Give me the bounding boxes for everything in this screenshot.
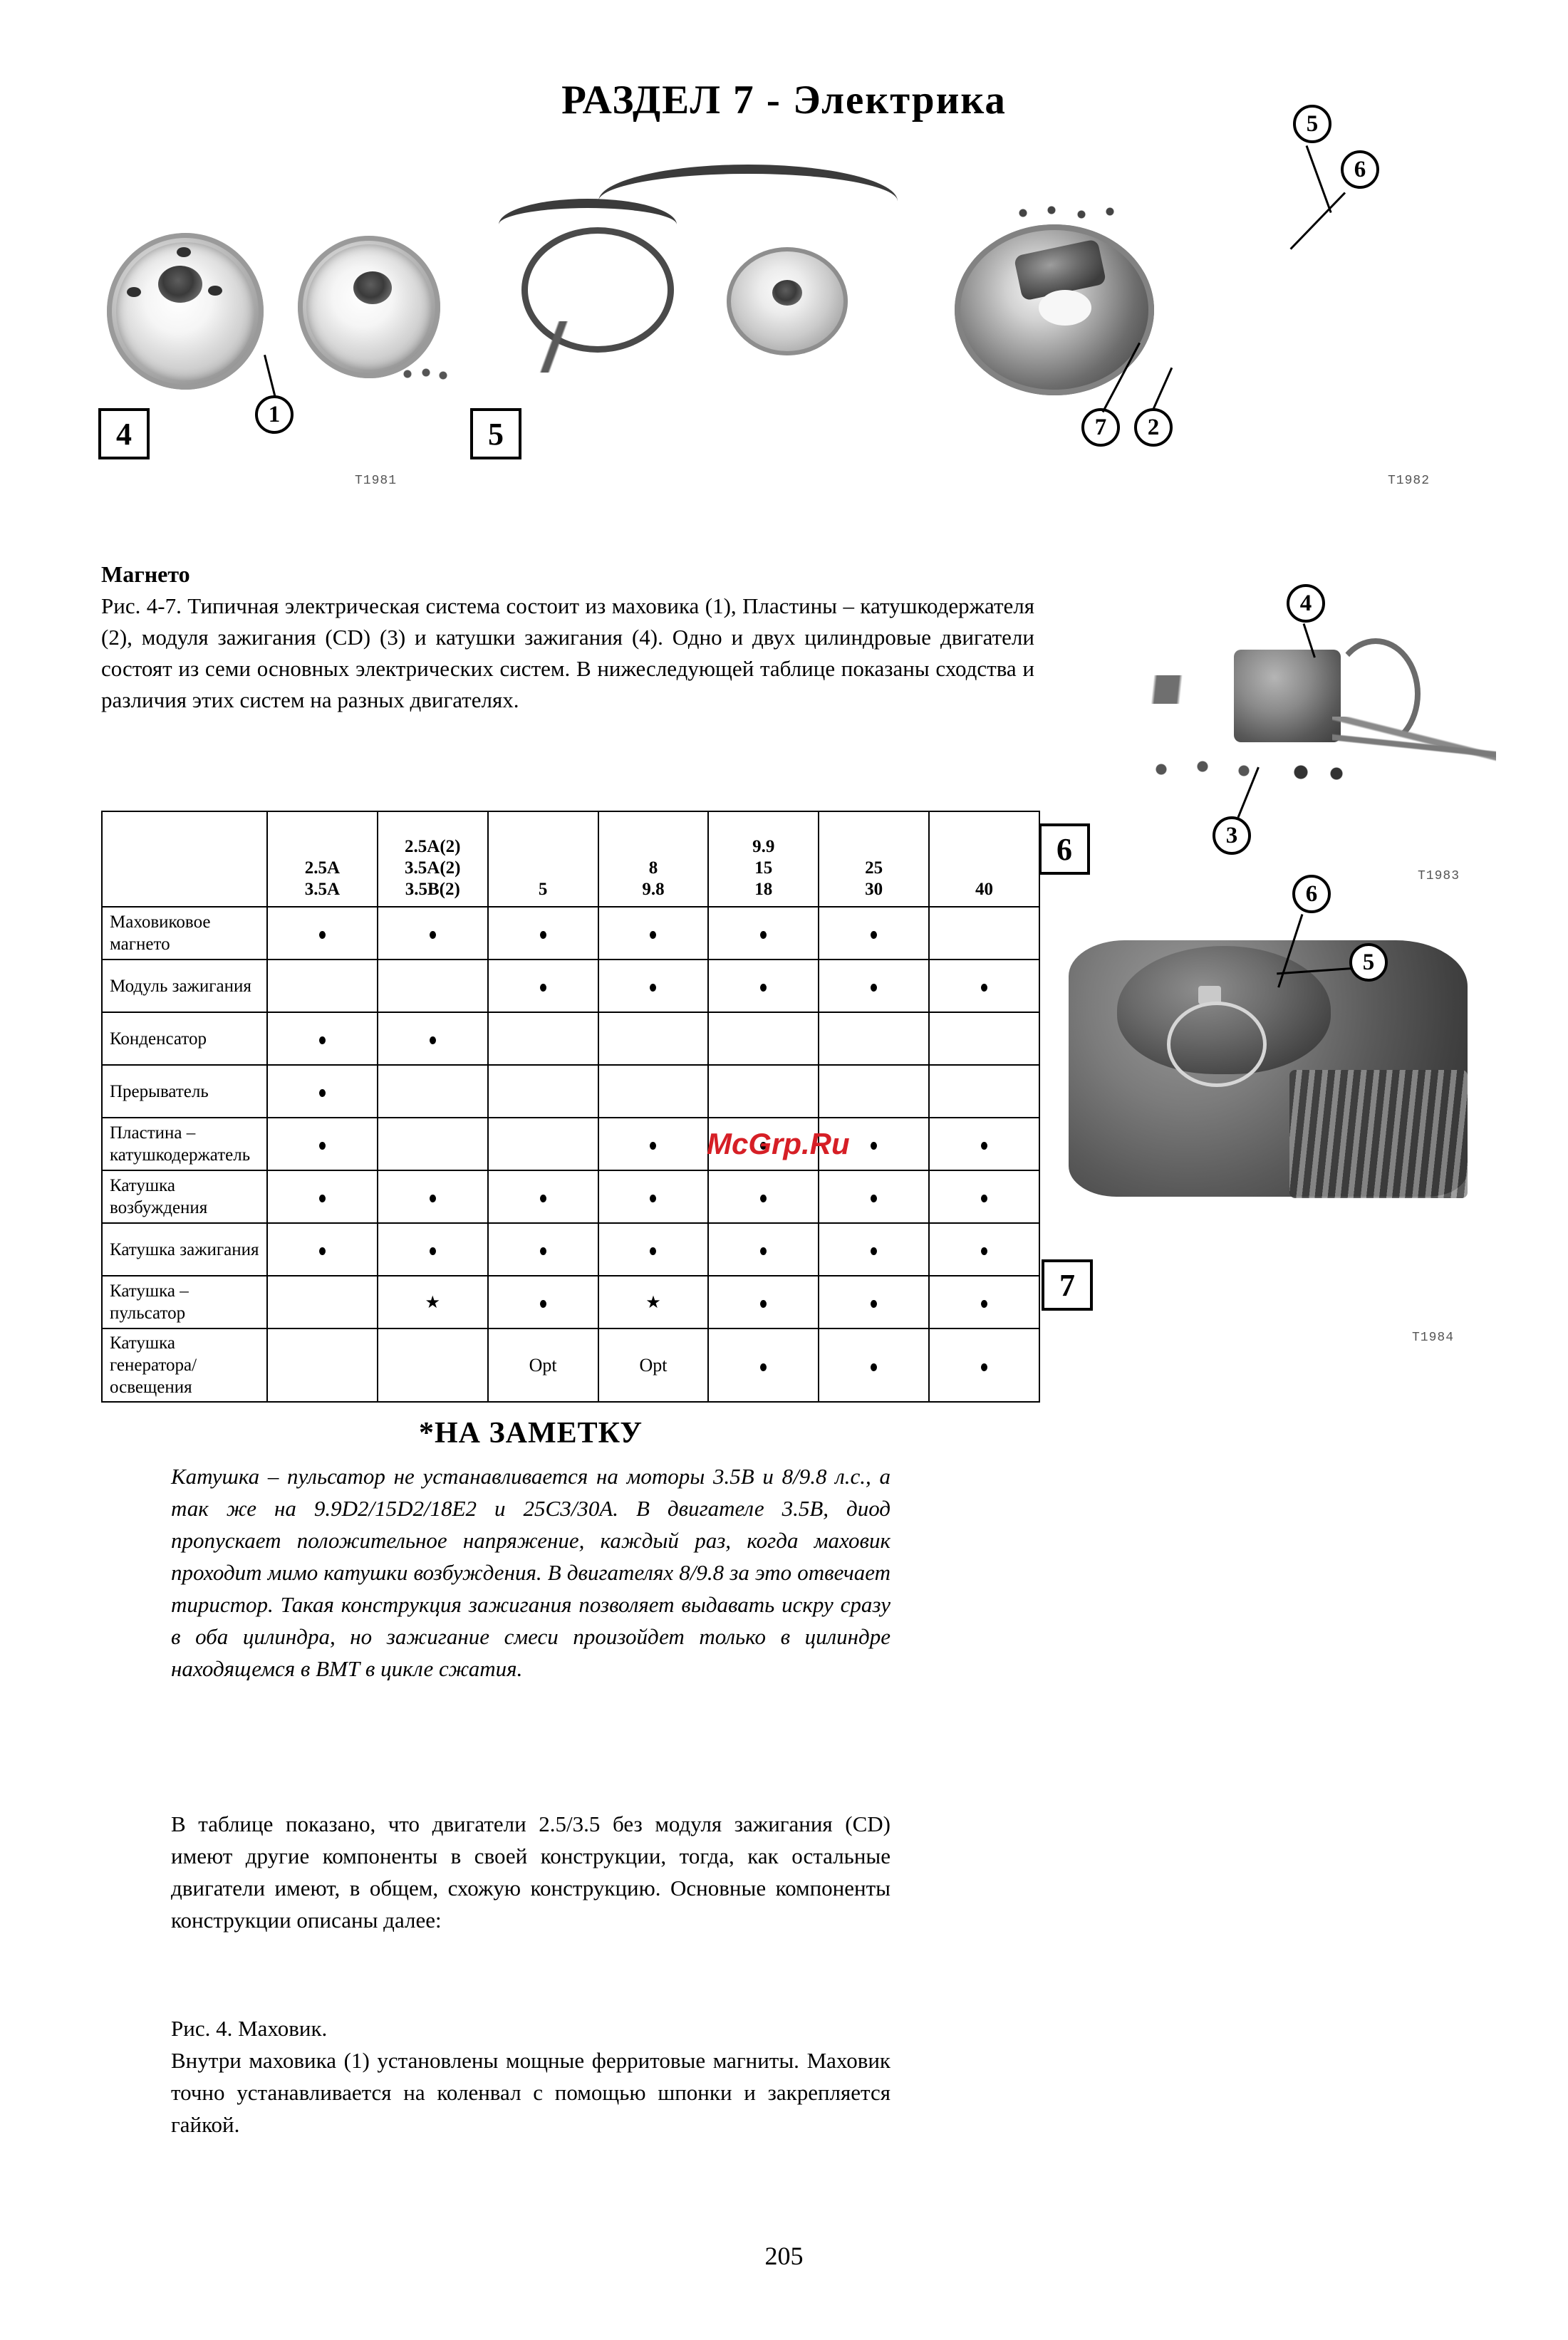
table-cell — [488, 907, 598, 960]
engine-starter-cup — [1167, 1002, 1267, 1087]
col-head-line: 5 — [538, 880, 548, 899]
table-row — [102, 960, 1039, 1012]
table-cell — [378, 1170, 488, 1223]
col-head-line: 9.8 — [642, 880, 665, 899]
ignition-coil-photo — [1234, 650, 1341, 742]
table-cell — [488, 1170, 598, 1223]
harness-tail — [510, 321, 596, 373]
tail-paragraph-2: Внутри маховика (1) установлены мощные ферритовые магниты. Маховик точно устанавливается на коленвал с помощью шпонки и закрепляется гайкой. — [171, 2048, 891, 2137]
table-col-head-6 — [929, 811, 1039, 907]
bullet-dot-icon — [981, 1300, 987, 1308]
figure-code-t1984: T1984 — [1412, 1331, 1455, 1345]
table-cell — [929, 1328, 1039, 1402]
bullet-dot-icon — [540, 931, 546, 939]
coil-mount-bracket — [1090, 675, 1247, 704]
table-row-label: Пластина – катушкодержатель — [102, 1118, 267, 1170]
flywheel-underside-hub — [353, 271, 392, 304]
table-col-head-4 — [708, 811, 819, 907]
table-cell — [929, 1065, 1039, 1118]
bullet-dot-icon — [650, 984, 656, 992]
engine-cowl-ribs — [1289, 1070, 1468, 1198]
note-paragraph: Катушка – пульсатор не устанавливается на моторы 3.5B и 8/9.8 л.с., а так же на 9.9D2/15D2/18E2 и 25C3/30А. В двигателе 3.5B, диод пропускает положительное напряжение, каждый раз, когда маховик проходит мимо катушки возбуждения. В двигателях 8/9.8 за это отвечает тиристор. Такая конструкция зажигания позволяет выдавать искру сразу в оба цилиндра, но зажигание смеси произойдет только в цилиндре находящемся в ВМТ в цикле сжатия. — [171, 1464, 891, 1681]
callout-1: 1 — [255, 395, 294, 434]
bullet-dot-icon — [319, 1089, 326, 1097]
table-cell — [929, 1118, 1039, 1170]
table-cell — [708, 1276, 819, 1328]
table-cell — [819, 960, 929, 1012]
figure-top-magneto-system — [100, 110, 1475, 552]
table-cell — [819, 907, 929, 960]
table-col-head-0 — [267, 811, 378, 907]
magneto-paragraph: Рис. 4-7. Типичная электрическая система состоит из маховика (1), Пластины – катушкодержателя (2), модуля зажигания (CD) (3) и катушки зажигания (4). Одно и двух цилиндровые двигатели состоят из семи основных электрических систем. В нижеследующей таблице показаны сходства и различия этих систем на разных двигателях. — [101, 593, 1034, 712]
col-head-line: 8 — [648, 858, 658, 878]
col-head-line: 2.5A — [304, 858, 341, 878]
bullet-dot-icon — [871, 1300, 877, 1308]
table-cell — [929, 1170, 1039, 1223]
table-body — [102, 907, 1039, 1402]
bullet-dot-icon — [760, 984, 767, 992]
figure-box-7: 7 — [1042, 1259, 1093, 1311]
bullet-dot-icon — [430, 931, 436, 939]
table-cell — [819, 1276, 929, 1328]
table-cell — [598, 1012, 709, 1065]
figure-box-5: 5 — [470, 408, 521, 459]
tail-paragraph-1: В таблице показано, что двигатели 2.5/3.5 без модуля зажигания (CD) имеют другие компоненты в своей конструкции, тогда, как остальные двигатели имеют, в общем, схожую конструкцию. Основные компоненты конструкции описаны далее: — [171, 1811, 891, 1933]
bullet-dot-icon — [430, 1247, 436, 1255]
callout-2-top: 2 — [1134, 408, 1173, 447]
bullet-dot-icon — [760, 1247, 767, 1255]
table-cell — [708, 1012, 819, 1065]
bullet-dot-icon — [650, 931, 656, 939]
flywheel-bolt-2 — [208, 286, 222, 296]
table-cell — [378, 1012, 488, 1065]
table-col-head-2 — [488, 811, 598, 907]
figure-box-4: 4 — [98, 408, 150, 459]
table-cell — [929, 1276, 1039, 1328]
callout-2-top-leader — [1152, 368, 1173, 412]
bullet-dot-icon — [760, 1195, 767, 1202]
bullet-dot-icon — [430, 1195, 436, 1202]
table-row-label: Катушка генератора/ освещения — [102, 1328, 267, 1402]
coil-hardware-bits — [1150, 754, 1399, 782]
bullet-dot-icon — [760, 931, 767, 939]
table-corner-cell — [102, 811, 267, 907]
table-cell — [488, 1328, 598, 1402]
bullet-dot-icon — [981, 1142, 987, 1150]
table-cell — [708, 907, 819, 960]
callout-4-mid: 4 — [1287, 584, 1325, 623]
table-cell — [819, 1065, 929, 1118]
table-cell — [708, 1170, 819, 1223]
bullet-dot-icon — [760, 1363, 767, 1371]
col-head-line: 3.5A — [304, 880, 341, 899]
site-watermark: McGrp.Ru — [707, 1127, 850, 1160]
table-row — [102, 1012, 1039, 1065]
table-cell — [378, 907, 488, 960]
bullet-dot-icon — [650, 1195, 656, 1202]
bullet-dot-icon — [871, 931, 877, 939]
col-head-line: 9.9 — [752, 837, 775, 856]
tail-figure-caption: Рис. 4. Маховик. — [171, 2016, 328, 2041]
bullet-dot-icon — [319, 1142, 326, 1150]
bullet-dot-icon — [981, 1195, 987, 1202]
bullet-dot-icon — [540, 1195, 546, 1202]
table-col-head-5 — [819, 811, 929, 907]
callout-5-top-leader — [1306, 145, 1332, 213]
table-cell — [708, 1065, 819, 1118]
bullet-dot-icon — [319, 931, 326, 939]
bullet-dot-icon — [981, 1363, 987, 1371]
callout-5-bottom: 5 — [1349, 943, 1388, 982]
callout-6-bottom: 6 — [1292, 875, 1331, 913]
bullet-dot-icon — [319, 1036, 326, 1044]
col-head-line: 3.5A(2) — [405, 858, 461, 878]
small-hardware-bits — [399, 364, 452, 388]
bullet-dot-icon — [540, 1247, 546, 1255]
bullet-dot-icon — [760, 1300, 767, 1308]
table-cell — [267, 1328, 378, 1402]
bullet-dot-icon — [981, 984, 987, 992]
bullet-dot-icon — [430, 1036, 436, 1044]
table-cell — [819, 1223, 929, 1276]
table-row-label: Катушка – пульсатор — [102, 1276, 267, 1328]
table-cell — [819, 1012, 929, 1065]
table-cell — [488, 1118, 598, 1170]
magneto-screws — [1013, 200, 1134, 229]
table-col-head-1 — [378, 811, 488, 907]
table-row — [102, 1223, 1039, 1276]
callout-1-leader — [264, 355, 276, 397]
table-cell — [708, 960, 819, 1012]
callout-6-top: 6 — [1341, 150, 1379, 189]
bullet-dot-icon — [319, 1195, 326, 1202]
table-cell — [708, 1328, 819, 1402]
table-cell — [378, 1276, 488, 1328]
flywheel-bolt-1 — [177, 247, 191, 257]
table-cell — [598, 1065, 709, 1118]
table-row-label: Конденсатор — [102, 1012, 267, 1065]
magneto-center-opening — [1039, 290, 1091, 326]
table-cell — [267, 907, 378, 960]
callout-6-top-leader — [1290, 192, 1346, 249]
table-cell — [929, 907, 1039, 960]
figure-code-t1982: T1982 — [1388, 474, 1431, 488]
table-col-head-3 — [598, 811, 709, 907]
figure-code-t1981: T1981 — [355, 474, 398, 488]
bullet-dot-icon — [981, 1247, 987, 1255]
table-row-label: Прерыватель — [102, 1065, 267, 1118]
bullet-dot-icon — [871, 1195, 877, 1202]
callout-7-top: 7 — [1081, 408, 1120, 447]
table-cell — [598, 907, 709, 960]
bullet-dot-icon — [871, 1247, 877, 1255]
star-marker-icon: ★ — [645, 1294, 661, 1312]
table-row-label: Модуль зажигания — [102, 960, 267, 1012]
col-head-line: 15 — [754, 858, 773, 878]
table-header-row — [102, 811, 1039, 907]
bullet-dot-icon — [650, 1142, 656, 1150]
table-cell — [708, 1223, 819, 1276]
flywheel-bolt-3 — [127, 287, 141, 297]
table-cell — [267, 1012, 378, 1065]
col-head-line: 3.5B(2) — [405, 880, 460, 899]
table-cell — [378, 960, 488, 1012]
magneto-text-block — [101, 561, 1034, 716]
optional-marker: Opt — [529, 1354, 557, 1376]
table-cell — [378, 1118, 488, 1170]
page-title: РАЗДЕЛ 7 - Электрика — [561, 78, 1007, 123]
table-cell — [598, 1118, 709, 1170]
table-cell — [267, 1170, 378, 1223]
table-cell — [378, 1328, 488, 1402]
callout-3-mid: 3 — [1213, 816, 1251, 855]
col-head-line: 40 — [975, 880, 994, 899]
table-row — [102, 1065, 1039, 1118]
flywheel-hub — [158, 266, 202, 303]
star-marker-icon: ★ — [425, 1294, 441, 1312]
note-heading: *НА ЗАМЕТКУ — [418, 1417, 643, 1450]
bullet-dot-icon — [871, 1142, 877, 1150]
table-cell — [488, 960, 598, 1012]
table-row — [102, 1118, 1039, 1170]
table-cell — [267, 1065, 378, 1118]
magneto-heading: Магнето — [101, 561, 190, 587]
bullet-dot-icon — [650, 1247, 656, 1255]
table-row-label: Катушка зажигания — [102, 1223, 267, 1276]
callout-5-top: 5 — [1293, 105, 1331, 143]
bullet-dot-icon — [540, 1300, 546, 1308]
table-cell — [378, 1223, 488, 1276]
table-cell — [267, 1276, 378, 1328]
bullet-dot-icon — [871, 1363, 877, 1371]
bullet-dot-icon — [540, 984, 546, 992]
table-cell — [267, 1223, 378, 1276]
bullet-dot-icon — [319, 1247, 326, 1255]
col-head-line: 25 — [865, 858, 883, 878]
table-cell — [598, 960, 709, 1012]
table-cell — [929, 1012, 1039, 1065]
bullet-dot-icon — [871, 984, 877, 992]
col-head-line: 2.5A(2) — [405, 837, 461, 856]
table-cell — [488, 1065, 598, 1118]
table-cell — [267, 1118, 378, 1170]
wiring-harness-arc — [598, 165, 898, 238]
cover-plate-center — [772, 280, 802, 306]
optional-marker: Opt — [639, 1354, 668, 1376]
table-cell — [488, 1223, 598, 1276]
table-cell — [819, 1328, 929, 1402]
table-cell — [929, 960, 1039, 1012]
table-row-label: Маховиковое магнето — [102, 907, 267, 960]
engine-systems-table — [101, 811, 1040, 1403]
table-cell — [598, 1170, 709, 1223]
figure-code-t1983: T1983 — [1418, 869, 1460, 883]
table-cell — [598, 1328, 709, 1402]
table-cell — [819, 1170, 929, 1223]
table-cell — [378, 1065, 488, 1118]
figure-right-column — [1047, 591, 1546, 1361]
table-cell — [929, 1223, 1039, 1276]
table-cell — [598, 1223, 709, 1276]
table-row — [102, 1170, 1039, 1223]
table-row-label: Катушка возбуждения — [102, 1170, 267, 1223]
table-cell — [598, 1276, 709, 1328]
page-number: 205 — [764, 2242, 804, 2270]
figure-box-6: 6 — [1039, 823, 1090, 875]
flywheel-underside-photo — [298, 236, 440, 378]
table-row — [102, 1276, 1039, 1328]
col-head-line: 30 — [865, 880, 883, 899]
col-head-line: 18 — [754, 880, 773, 899]
table-cell — [488, 1012, 598, 1065]
table-row — [102, 907, 1039, 960]
table-row — [102, 1328, 1039, 1402]
table-cell — [488, 1276, 598, 1328]
table-cell — [267, 960, 378, 1012]
